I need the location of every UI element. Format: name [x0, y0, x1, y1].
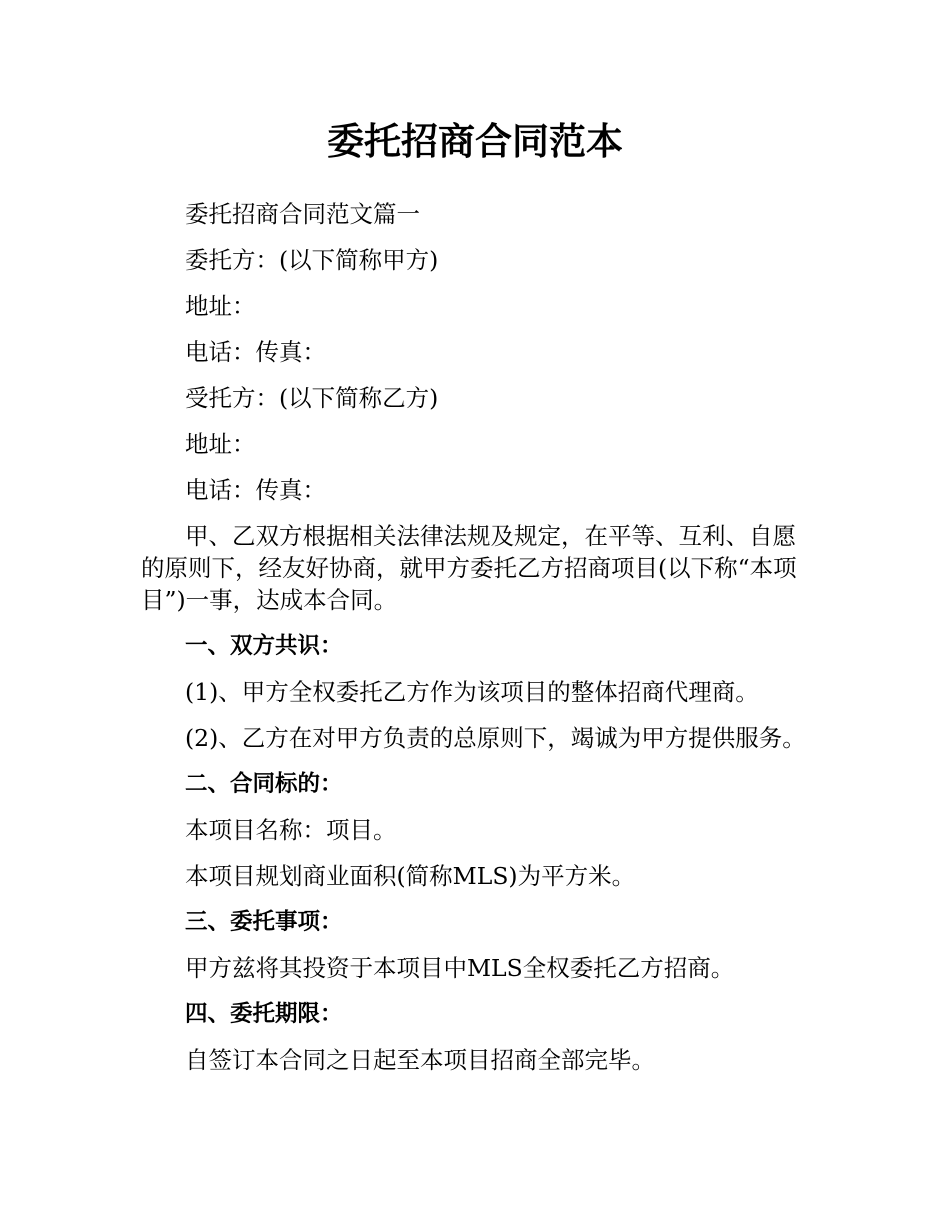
agent-phone-fax-line: 电话：传真： — [185, 476, 326, 504]
client-address-line: 地址： — [185, 292, 256, 320]
client-phone-fax-line: 电话：传真： — [185, 338, 326, 366]
document-body — [141, 198, 813, 1090]
agent-address-line: 地址： — [185, 430, 256, 458]
clause-paragraph: 甲方兹将其投资于本项目中MLS全权委托乙方招商。 — [185, 954, 735, 982]
agent-party-line: 受托方：(以下简称乙方) — [185, 384, 439, 412]
clause-paragraph: 本项目规划商业面积(简称MLS)为平方米。 — [185, 862, 636, 890]
section-heading-subject: 二、合同标的： — [185, 771, 343, 797]
client-party-line: 委托方：(以下简称甲方) — [185, 246, 439, 274]
section-heading-consensus: 一、双方共识： — [185, 633, 343, 659]
clause-paragraph: 自签订本合同之日起至本项目招商全部完毕。 — [185, 1046, 655, 1074]
document-title: 委托招商合同范本 — [327, 120, 623, 163]
clause-paragraph: (2)、乙方在对甲方负责的总原则下，竭诚为甲方提供服务。 — [185, 724, 806, 752]
section-heading-term: 四、委托期限： — [185, 1001, 343, 1027]
clause-paragraph: 本项目名称：项目。 — [185, 816, 397, 844]
preamble-paragraph: 甲、乙双方根据相关法律法规及规定，在平等、互利、自愿的原则下，经友好协商，就甲方委托乙方招商项目(以下称“本项目”)一事，达成本合同。 — [141, 522, 797, 614]
section-heading-matters: 三、委托事项： — [185, 909, 343, 935]
clause-paragraph: (1)、甲方全权委托乙方作为该项目的整体招商代理商。 — [185, 678, 759, 706]
section-subtitle: 委托招商合同范文篇一 — [185, 200, 420, 228]
